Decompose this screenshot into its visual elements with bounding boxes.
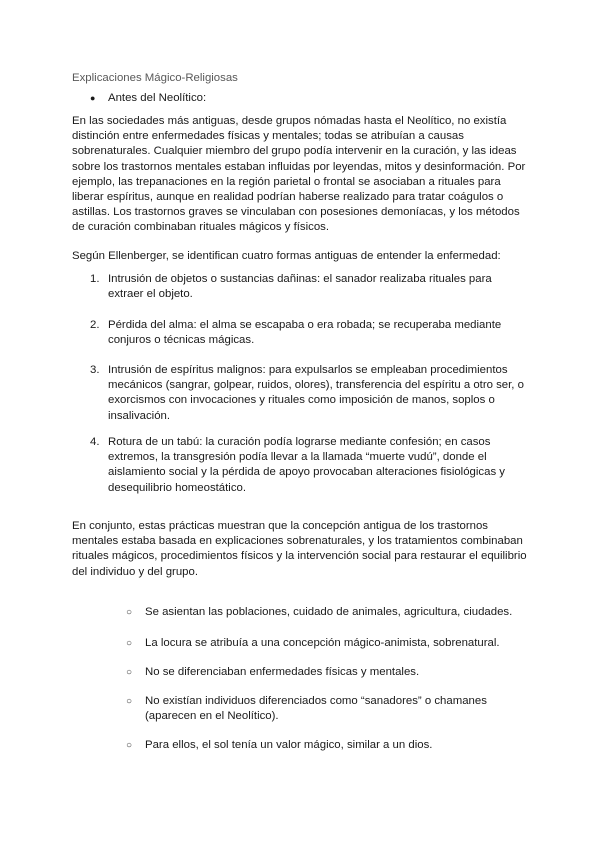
sub-list-item [126, 694, 526, 724]
list-number: 2. [90, 319, 100, 331]
sub-list-item [126, 636, 526, 651]
paragraph-ellenberger: Según Ellenberger, se identifican cuatro formas antiguas de entender la enfermedad: [72, 250, 501, 262]
bullet-dot-icon: ● [90, 93, 96, 103]
bullet-item [90, 91, 206, 106]
sub-list-text: No se diferenciaban enfermedades físicas y mentales. [145, 666, 420, 678]
list-item [90, 363, 530, 424]
hollow-circle-icon: ○ [126, 740, 133, 751]
list-text: Pérdida del alma: el alma se escapaba o era robada; se recuperaba mediante conjuros o técnicas mágicas. [108, 319, 502, 347]
bullet-text: Antes del Neolítico: [108, 92, 207, 104]
sub-list-text: Se asientan las poblaciones, cuidado de animales, agricultura, ciudades. [145, 606, 513, 618]
list-item [90, 318, 530, 348]
list-number: 1. [90, 273, 100, 285]
list-item [90, 435, 530, 496]
sub-list-text: No existían individuos diferenciados como “sanadores” o chamanes (aparecen en el Neolítico). [145, 695, 487, 723]
list-text: Rotura de un tabú: la curación podía lograrse mediante confesión; en casos extremos, la transgresión podía llevar a la llamada “muerte vudú”, donde el aislamiento social y la pérdida de apoyo provocaban alteraciones fisiológicas y desequilibrio homeostático. [108, 436, 506, 494]
hollow-circle-icon: ○ [126, 696, 133, 707]
hollow-circle-icon: ○ [126, 607, 133, 618]
paragraph-conclusion: En conjunto, estas prácticas muestran que la concepción antigua de los trastornos mentales estaba basada en explicaciones sobrenaturales, y los tratamientos combinaban rituales mágicos, procedimientos físicos y la intervención social para restaurar el equilibrio del individuo y del grupo. [72, 520, 527, 578]
sub-list-text: La locura se atribuía a una concepción mágico-animista, sobrenatural. [145, 637, 500, 649]
sub-list-item [126, 738, 526, 753]
list-number: 3. [90, 364, 100, 376]
list-item [90, 272, 530, 302]
sub-list-text: Para ellos, el sol tenía un valor mágico, similar a un dios. [145, 739, 433, 751]
paragraph-intro: En las sociedades más antiguas, desde grupos nómadas hasta el Neolítico, no existía distinción entre enfermedades físicas y mentales; todas se atribuían a causas sobrenaturales. Cualquier miembro del grupo podía intervenir en la curación, y las ideas sobre los trastornos mentales estaban influidas por leyendas, mitos y desinformación. Por ejemplo, las trepanaciones en la región parietal o frontal se asociaban a rituales para liberar espíritus, aunque en realidad podrían haberse realizado para tratar coágulos o astillas. Los trastornos graves se vinculaban con posesiones demoníacas, y los métodos de curación combinaban rituales mágicos y físicos. [72, 115, 526, 234]
section-title: Explicaciones Mágico-Religiosas [72, 72, 238, 84]
hollow-circle-icon: ○ [126, 667, 133, 678]
sub-list-item [126, 605, 526, 620]
list-text: Intrusión de espíritus malignos: para expulsarlos se empleaban procedimientos mecánicos (sangrar, golpear, ruidos, olores), transferencia del espíritu a otro ser, o exorcismos con invocaciones y rituales como imposición de manos, soplos o insalivación. [108, 364, 524, 422]
list-number: 4. [90, 436, 100, 448]
hollow-circle-icon: ○ [126, 638, 133, 649]
list-text: Intrusión de objetos o sustancias dañinas: el sanador realizaba rituales para extraer el objeto. [108, 273, 492, 301]
sub-list-item [126, 665, 526, 680]
